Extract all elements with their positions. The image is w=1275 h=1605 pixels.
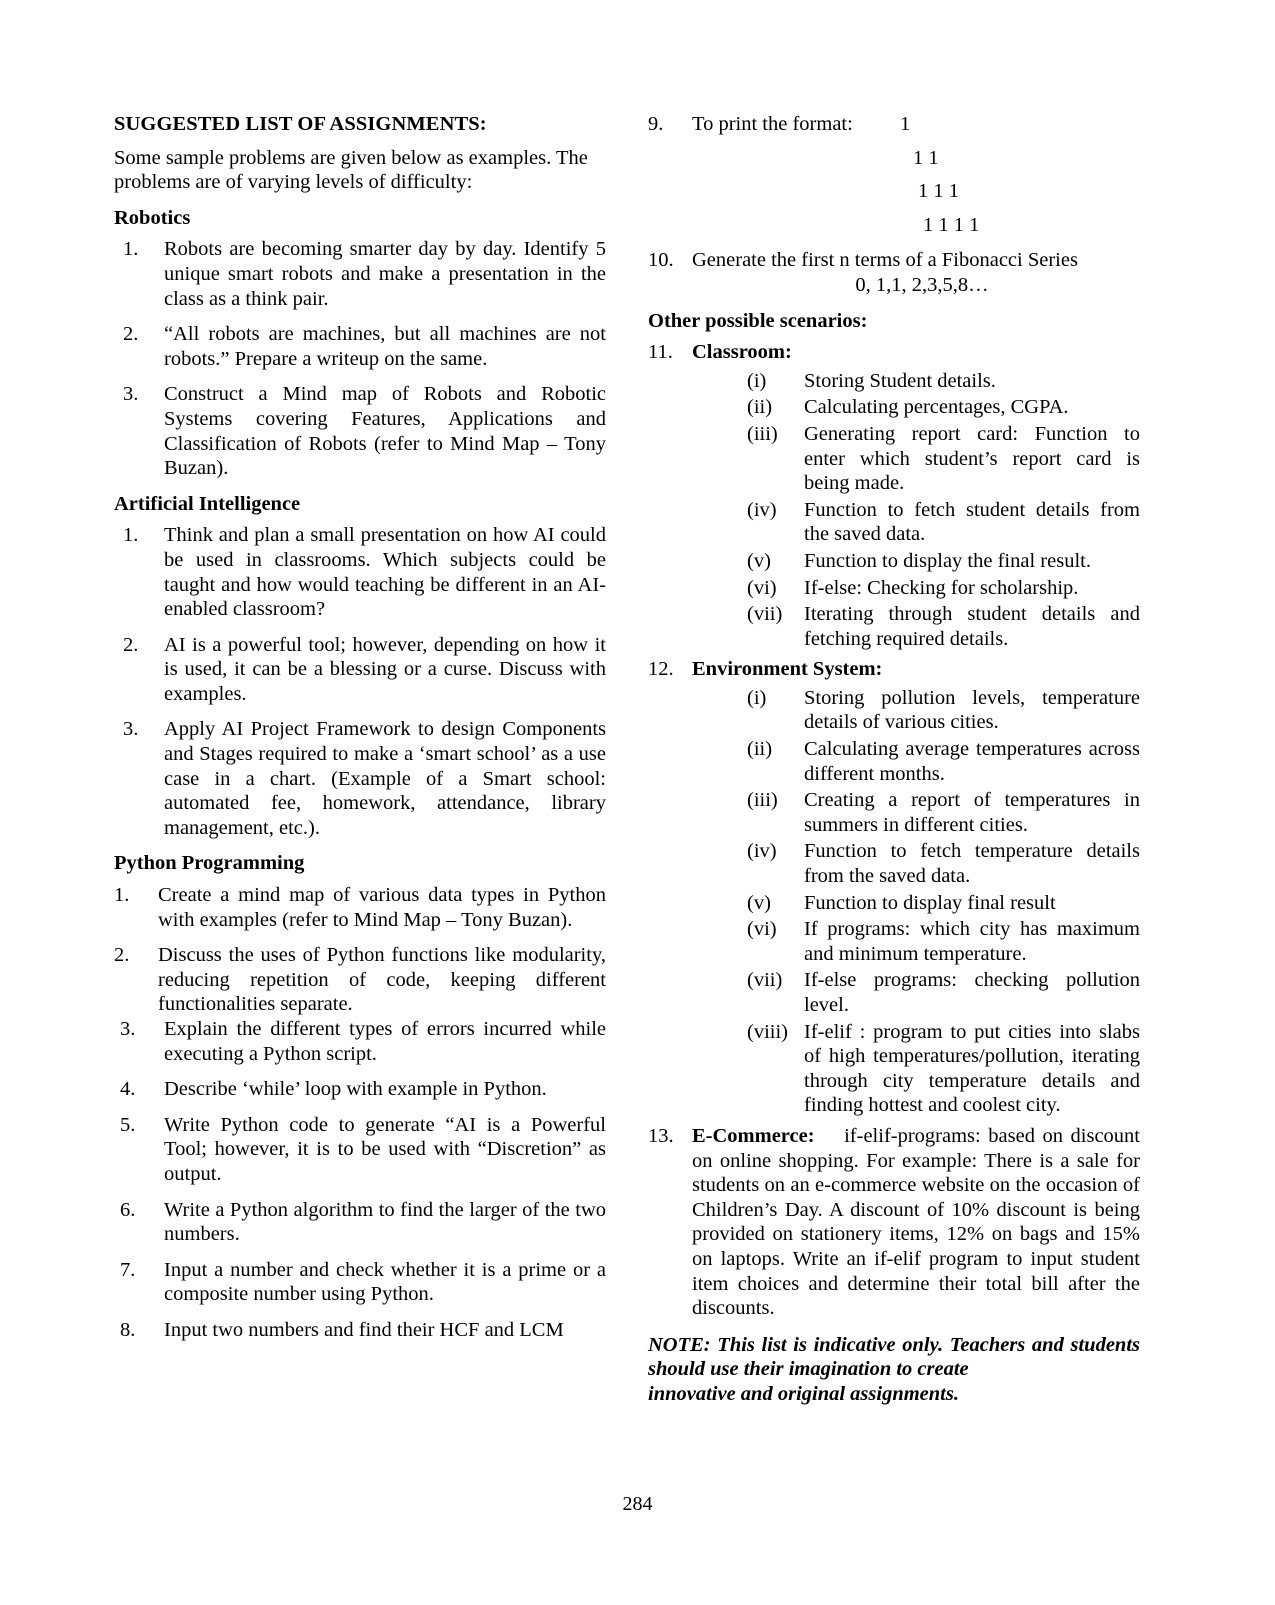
note-text: NOTE: This list is indicative only. Teachers and students should use their imagination to create <box>648 1333 1140 1381</box>
list-item <box>114 523 606 621</box>
sub-list-marker: (ii) <box>747 396 773 419</box>
list-marker: 5. <box>120 1113 136 1136</box>
list-item-text: To print the format: <box>692 113 853 135</box>
list-item-text: Apply AI Project Framework to design Components and Stages required to make a ‘smart school’ as a use case in a chart. (Example of a Smart school: automated fee, homework, attendance, library management, etc.). <box>164 718 606 839</box>
list-item-text: Write Python code to generate “AI is a Powerful Tool; however, it is to be used with “Discretion” as output. <box>164 1113 606 1185</box>
sub-list-marker: (i) <box>747 369 767 392</box>
fibonacci-series-values: 0, 1,1, 2,3,5,8… <box>855 273 989 296</box>
scenario-label: E-Commerce: <box>692 1124 815 1147</box>
pattern-line: 1 1 1 <box>918 180 959 203</box>
list-item <box>114 943 606 1017</box>
sub-list-marker: (iii) <box>747 789 778 812</box>
sub-list-item <box>692 686 1140 735</box>
list-item-text: Describe ‘while’ loop with example in Python. <box>164 1078 547 1101</box>
environment-system-sub-list <box>692 686 1140 1118</box>
sub-list-item <box>692 737 1140 786</box>
scenario-label: Environment System: <box>692 658 883 681</box>
sub-list-item <box>692 422 1140 496</box>
list-item-text: Create a mind map of various data types in Python with examples (refer to Mind Map – Tony Buzan). <box>158 884 606 931</box>
pattern-line: 1 <box>899 113 911 135</box>
sub-list-item <box>692 1020 1140 1118</box>
list-marker: 2. <box>114 944 130 967</box>
list-item <box>114 237 606 311</box>
sub-list-text: If-elif : program to put cities into slabs of high temperatures/pollution, iterating through city temperature details and finding hottest and coolest city. <box>804 1020 1140 1117</box>
list-item-text: Explain the different types of errors incurred while executing a Python script. <box>164 1018 606 1065</box>
list-item-text: Think and plan a small presentation on how AI could be used in classrooms. Which subjects could be taught and how would teaching be different in an AI-enabled classroom? <box>164 524 606 621</box>
list-marker: 3. <box>120 1018 136 1040</box>
sub-list-text: Creating a report of temperatures in summers in different cities. <box>804 789 1140 836</box>
sub-list-item <box>692 369 1140 394</box>
sub-list-marker: (vi) <box>747 576 777 599</box>
python-programming-list-part-1 <box>114 883 606 1017</box>
sub-list-marker: (i) <box>747 686 767 709</box>
list-marker: 1. <box>114 884 130 907</box>
sub-list-marker: (iv) <box>747 840 777 863</box>
sub-list-text: If-else programs: checking pollution level. <box>804 969 1140 1016</box>
python-programming-list-part-2 <box>114 1017 606 1343</box>
list-item <box>114 1017 606 1066</box>
note-text-last-line: innovative and original assignments. <box>648 1382 959 1405</box>
list-item <box>648 340 1140 651</box>
scenario-label: Classroom: <box>692 341 792 364</box>
list-item <box>648 1124 1140 1321</box>
list-marker: 11. <box>648 341 673 364</box>
list-marker: 3. <box>123 718 139 741</box>
sub-list-marker: (ii) <box>747 738 773 761</box>
list-item-text: Generate the first n terms of a Fibonacci Series <box>692 249 1078 272</box>
note-block <box>648 1333 1140 1407</box>
sub-list-marker: (v) <box>747 891 771 914</box>
sub-list-text: Generating report card: Function to enter which student’s report card is being made. <box>804 422 1140 495</box>
list-item-text: Construct a Mind map of Robots and Robotic Systems covering Features, Applications and Classification of Robots (refer to Mind Map – Tony Buzan). <box>164 383 606 480</box>
sub-list-text: Storing pollution levels, temperature details of various cities. <box>804 686 1140 734</box>
list-item <box>648 112 1140 237</box>
pattern-line: 1 1 <box>913 146 939 169</box>
sub-list-marker: (v) <box>747 549 771 572</box>
section-heading-other-scenarios: Other possible scenarios: <box>648 309 868 332</box>
sub-list-item <box>692 788 1140 837</box>
list-item-text: AI is a powerful tool; however, depending on how it is used, it can be a blessing or a curse. Discuss with examples. <box>164 633 606 705</box>
list-item <box>114 1077 606 1102</box>
list-item <box>114 382 606 480</box>
pattern-line: 1 1 1 1 <box>923 213 980 236</box>
list-item <box>114 1258 606 1307</box>
sub-list-marker: (vii) <box>747 603 783 626</box>
list-item <box>648 657 1140 1118</box>
sub-list-marker: (iii) <box>747 422 778 445</box>
list-item-text: Input two numbers and find their HCF and LCM <box>164 1318 564 1341</box>
list-marker: 7. <box>120 1258 136 1281</box>
right-column-list <box>648 112 1140 298</box>
sub-list-text: Function to display final result <box>804 891 1056 914</box>
list-item-text: Input a number and check whether it is a prime or a composite number using Python. <box>164 1258 606 1306</box>
sub-list-text: If programs: which city has maximum and minimum temperature. <box>804 918 1140 965</box>
page-title: SUGGESTED LIST OF ASSIGNMENTS: <box>114 113 487 135</box>
list-marker: 2. <box>123 633 139 656</box>
list-item-text: Discuss the uses of Python functions like modularity, reducing repetition of code, keeping different functionalities separate. <box>158 944 606 1016</box>
list-item <box>114 1198 606 1247</box>
sub-list-marker: (iv) <box>747 498 777 521</box>
list-marker: 8. <box>120 1318 136 1341</box>
list-item <box>648 248 1140 297</box>
list-marker: 13. <box>648 1124 674 1147</box>
sub-list-item <box>692 917 1140 966</box>
sub-list-text: If-else: Checking for scholarship. <box>804 576 1079 599</box>
sub-list-text: Calculating percentages, CGPA. <box>804 396 1069 419</box>
sub-list-item <box>692 602 1140 651</box>
list-marker: 2. <box>123 323 139 346</box>
section-heading-robotics: Robotics <box>114 206 191 229</box>
list-marker: 12. <box>648 658 674 681</box>
list-item-text: Write a Python algorithm to find the larger of the two numbers. <box>164 1198 606 1246</box>
artificial-intelligence-list <box>114 523 606 840</box>
list-marker: 6. <box>120 1198 136 1221</box>
intro-paragraph: Some sample problems are given below as examples. The problems are of varying levels of difficulty: <box>114 146 588 194</box>
scenarios-list <box>648 340 1140 1321</box>
sub-list-item <box>692 549 1140 574</box>
list-item <box>114 883 606 932</box>
sub-list-text: Function to fetch student details from the saved data. <box>804 498 1140 546</box>
sub-list-marker: (vii) <box>747 969 783 992</box>
left-column <box>114 112 606 1343</box>
list-marker: 3. <box>123 383 139 406</box>
sub-list-text: Iterating through student details and fetching required details. <box>804 603 1140 650</box>
sub-list-marker: (viii) <box>747 1020 788 1043</box>
list-item <box>114 1318 606 1343</box>
sub-list-text: Function to display the final result. <box>804 549 1091 572</box>
list-item <box>114 322 606 371</box>
classroom-sub-list <box>692 369 1140 652</box>
sub-list-text: Storing Student details. <box>804 369 996 392</box>
sub-list-item <box>692 498 1140 547</box>
list-item-text: if-elif-programs: based on discount on online shopping. For example: There is a sale for students on an e-commerce website on the occasion of Children’s Day. A discount of 10% discount is being provided on stationery items, 12% on bags and 15% on laptops. Write an if-elif program to input student item choices and determine their total bill after the discounts. <box>692 1124 1140 1320</box>
list-marker: 1. <box>123 238 139 261</box>
sub-list-item <box>692 395 1140 420</box>
list-item-text: “All robots are machines, but all machines are not robots.” Prepare a writeup on the same. <box>164 323 606 370</box>
sub-list-marker: (vi) <box>747 918 777 941</box>
sub-list-text: Function to fetch temperature details from the saved data. <box>804 840 1140 888</box>
sub-list-text: Calculating average temperatures across different months. <box>804 738 1140 785</box>
sub-list-item <box>692 839 1140 888</box>
list-marker: 9. <box>648 113 664 135</box>
section-heading-python-programming: Python Programming <box>114 852 305 875</box>
right-column <box>648 112 1140 1407</box>
list-marker: 4. <box>120 1078 136 1101</box>
page-number: 284 <box>622 1493 653 1515</box>
robotics-list <box>114 237 606 480</box>
list-item <box>114 717 606 840</box>
list-item <box>114 633 606 707</box>
sub-list-item <box>692 891 1140 916</box>
sub-list-item <box>692 968 1140 1017</box>
sub-list-item <box>692 576 1140 601</box>
list-item-text: Robots are becoming smarter day by day. Identify 5 unique smart robots and make a presentation in the class as a think pair. <box>164 238 606 310</box>
list-item <box>114 1113 606 1187</box>
list-marker: 10. <box>648 249 674 272</box>
list-marker: 1. <box>123 524 139 547</box>
section-heading-artificial-intelligence: Artificial Intelligence <box>114 492 301 515</box>
